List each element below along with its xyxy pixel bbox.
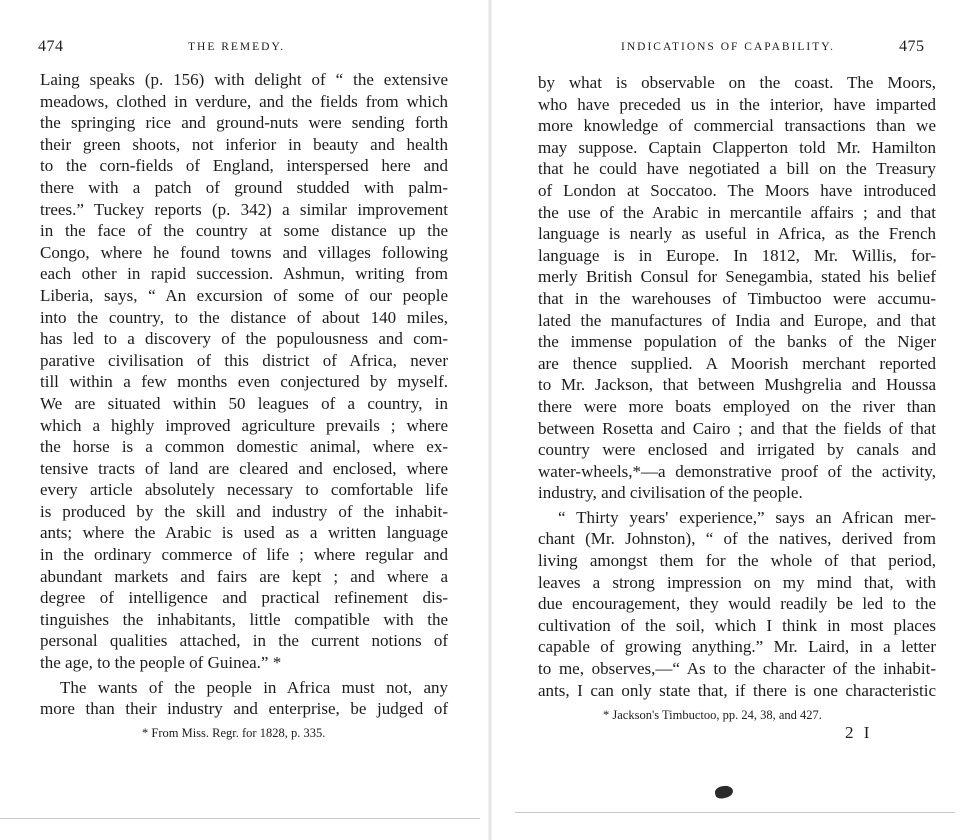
- text-line: more than their industry and enterprise, be judged of: [40, 699, 448, 719]
- left-page: [0, 0, 485, 840]
- text-line: the use of the Arabic in mercantile affairs ; and that: [538, 202, 936, 222]
- text-line: more knowledge of commercial transactions than we: [538, 116, 936, 136]
- left-footnote: * From Miss. Regr. for 1828, p. 335.: [142, 726, 326, 740]
- text-line: meadows, clothed in verdure, and the fields from which: [40, 91, 448, 111]
- text-line: ants; where the Arabic is used as a written language: [40, 523, 448, 543]
- text-line: into the country, to the distance of about 140 miles,: [40, 307, 448, 327]
- text-line: living amongst them for the whole of that period,: [538, 551, 936, 571]
- text-line: to the corn-fields of England, interspersed here and: [40, 156, 448, 176]
- text-line: the springing rice and ground-nuts were sending forth: [40, 113, 448, 133]
- text-line: trees.” Tuckey reports (p. 342) a similar improvement: [40, 199, 448, 219]
- text-line: that in the warehouses of Timbuctoo were accumu-: [538, 288, 936, 308]
- text-line: by what is observable on the coast. The Moors,: [538, 73, 936, 92]
- text-line: capable of growing anything.” Mr. Laird, in a letter: [538, 637, 936, 657]
- text-line: tinguishes the inhabitants, little compatible with the: [40, 609, 448, 629]
- right-footnote: * Jackson's Timbuctoo, pp. 24, 38, and 427.: [603, 708, 822, 722]
- signature-mark: 2 I: [845, 723, 873, 742]
- text-line: the immense population of the banks of the Niger: [538, 332, 936, 352]
- text-line: is produced by the skill and industry of the inhabit-: [40, 501, 448, 521]
- text-line: chant (Mr. Johnston), “ of the natives, derived from: [538, 529, 936, 549]
- left-page-number: 474: [38, 38, 64, 55]
- text-line: there were more boats employed on the river than: [538, 396, 936, 416]
- text-line: parative civilisation of this district of Africa, never: [40, 350, 448, 370]
- left-body-text: [40, 69, 448, 720]
- text-line: Liberia, says, “ An excursion of some of our people: [40, 285, 448, 305]
- text-line: ants, I can only state that, if there is one characteristic: [538, 680, 936, 700]
- text-line: cultivation of the soil, which I think in most places: [538, 615, 936, 635]
- text-line: degree of intelligence and practical refinement dis-: [40, 588, 448, 608]
- text-line: their green shoots, not inferior in beauty and health: [40, 134, 448, 154]
- text-line: in the face of the country at some distance up the: [40, 221, 448, 241]
- right-running-head: INDICATIONS OF CAPABILITY.: [621, 41, 835, 53]
- text-line: language is in Europe. In 1812, Mr. Willis, for-: [538, 245, 936, 265]
- text-line: Congo, where he found towns and villages following: [40, 242, 448, 262]
- text-line: industry, and civilisation of the people.: [538, 483, 803, 503]
- text-line: in the ordinary commerce of life ; where regular and: [40, 545, 448, 565]
- text-line: there with a patch of ground studded with palm-: [40, 177, 448, 197]
- right-page-number: 475: [899, 38, 925, 55]
- right-page: [495, 0, 980, 840]
- text-line: the age, to the people of Guinea.” *: [40, 653, 282, 673]
- left-page-edge: [0, 818, 480, 819]
- text-line: between Rosetta and Cairo ; and that the fields of that: [538, 418, 936, 438]
- text-line: lated the manufactures of India and Europe, and that: [538, 310, 936, 330]
- text-line: leaves a strong impression on my mind that, with: [538, 572, 936, 592]
- text-line: which a highly improved agriculture prevails ; where: [40, 415, 448, 435]
- text-line: due encouragement, they would readily be led to the: [538, 594, 936, 614]
- book-spine: [488, 0, 492, 840]
- text-line: each other in rapid succession. Ashmun, writing from: [40, 264, 448, 284]
- text-line: personal qualities attached, in the current notions of: [40, 631, 448, 651]
- text-line: We are situated within 50 leagues of a country, in: [40, 393, 448, 413]
- text-line: the horse is a common domestic animal, where ex-: [40, 437, 448, 457]
- text-line: that he could have negotiated a bill on the Treasury: [538, 159, 936, 179]
- text-line: tensive tracts of land are cleared and enclosed, where: [40, 458, 448, 478]
- text-line: are thence supplied. A Moorish merchant reported: [538, 353, 936, 373]
- text-line: who have preceded us in the interior, have imparted: [538, 94, 936, 114]
- text-line: to me, observes,—“ As to the character of the inhabit-: [538, 659, 936, 679]
- right-body-text: [538, 72, 936, 701]
- text-line: merly British Consul for Senegambia, stated his belief: [538, 267, 936, 287]
- text-line: The wants of the people in Africa must not, any: [60, 677, 448, 697]
- text-line: Laing speaks (p. 156) with delight of “ the extensive: [40, 70, 448, 89]
- text-line: till within a few months even conjectured by myself.: [40, 372, 448, 392]
- text-line: water-wheels,*—a demonstrative proof of the activity,: [538, 461, 936, 481]
- text-line: has led to a discovery of the populousness and com-: [40, 329, 448, 349]
- text-line: may suppose. Captain Clapperton told Mr. Hamilton: [538, 137, 936, 157]
- text-line: abundant markets and fairs are kept ; and where a: [40, 566, 448, 586]
- text-line: “ Thirty years' experience,” says an African mer-: [558, 507, 936, 527]
- text-line: of London at Soccatoo. The Moors have introduced: [538, 180, 936, 200]
- text-line: every article absolutely necessary to comfortable life: [40, 480, 448, 500]
- left-running-head: THE REMEDY.: [188, 41, 286, 53]
- text-line: to Mr. Jackson, that between Mushgrelia and Houssa: [538, 375, 936, 395]
- right-page-edge: [515, 812, 955, 813]
- text-line: country were enclosed and irrigated by canals and: [538, 440, 936, 460]
- text-line: language is nearly as useful in Africa, as the French: [538, 224, 936, 244]
